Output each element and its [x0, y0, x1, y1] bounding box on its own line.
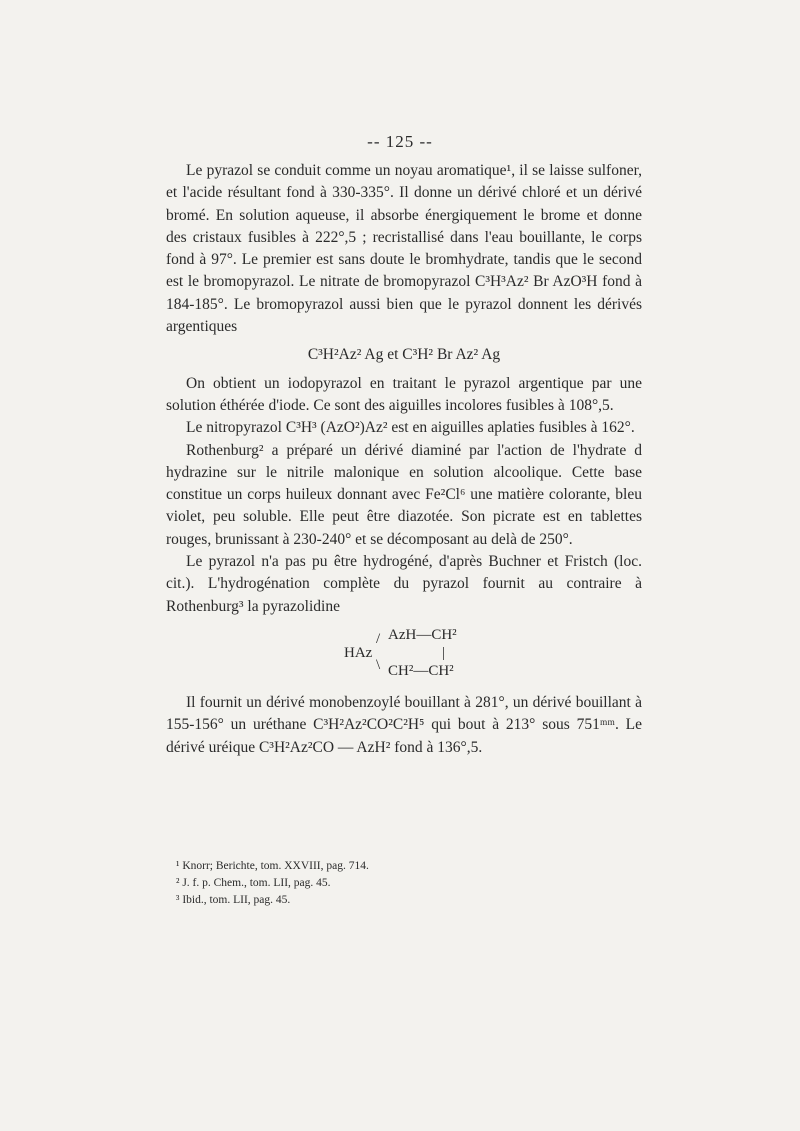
- structure-vertical-bond: |: [442, 644, 446, 661]
- paragraph-aromatic: Le pyrazol se conduit comme un noyau aromatique¹, il se laisse sulfoner, et l'acide résultant fond à 330-335°. Il donne un dérivé chloré et un dérivé bromé. En solution aqueuse, il absorbe énergiquement le brome et donne des cristaux fusibles à 222°,5 ; recristallisé dans l'eau bouillante, le corps fond à 97°. Le premier est sans doute le bromhydrate, tandis que le second est le bromopyrazol. Le nitrate de bromopyrazol C³H³Az² Br AzO³H fond à 184-185°. Le bromopyrazol aussi bien que le pyrazol donnent les dérivés argentiques: [166, 162, 642, 336]
- paragraph-iodopyrazol: On obtient un iodopyrazol en traitant le pyrazol argentique par une solution éthérée d'iode. Ce sont des aiguilles incolores fusibles à 108°,5.: [166, 374, 642, 414]
- footnote-3: ³ Ibid., tom. LII, pag. 45.: [176, 894, 291, 906]
- paragraph-rothenburg: Rothenburg² a préparé un dérivé diaminé par l'action de l'hydrate d hydrazine sur le nitrile malonique en solution alcoolique. Cette base constitue un corps huileux donnant avec Fe²Cl⁶ une matière colorante, bleu violet, peu soluble. Elle peut être diazotée. Son picrate est en tablettes rouges, brunissant à 230-240° et se décomposant au delà de 250°.: [166, 441, 642, 548]
- body-text: [166, 160, 642, 759]
- footnote-2: ² J. f. p. Chem., tom. LII, pag. 45.: [176, 877, 331, 889]
- paragraph-hydrogenation: Le pyrazol n'a pas pu être hydrogéné, d'après Buchner et Fristch (loc. cit.). L'hydrogénation complète du pyrazol fournit au contraire à Rothenburg³ la pyrazolidine: [166, 553, 642, 615]
- structure-left: HAz: [344, 644, 373, 661]
- pyrazolidine-structure: [166, 624, 642, 682]
- paragraph-derivatives: Il fournit un dérivé monobenzoylé bouillant à 281°, un dérivé bouillant à 155-156° un uréthane C³H²Az²CO²C²H⁵ qui bout à 213° sous 751ᵐᵐ. Le dérivé uréique C³H²Az²CO — AzH² fond à 136°,5.: [166, 693, 642, 756]
- page-number: -- 125 --: [367, 132, 433, 151]
- structure-bottom: CH²—CH²: [388, 662, 454, 679]
- structure-top: AzH—CH²: [388, 626, 457, 643]
- structure-bond-top: /: [376, 630, 381, 647]
- structure-bond-bottom: \: [376, 656, 381, 673]
- footnotes: [176, 858, 636, 909]
- formula-argentic: C³H²Az² Ag et C³H² Br Az² Ag: [307, 346, 501, 364]
- paragraph-nitropyrazol: Le nitropyrazol C³H³ (AzO²)Az² est en aiguilles aplaties fusibles à 162°.: [186, 419, 635, 437]
- footnote-1: ¹ Knorr; Berichte, tom. XXVIII, pag. 714.: [176, 860, 369, 872]
